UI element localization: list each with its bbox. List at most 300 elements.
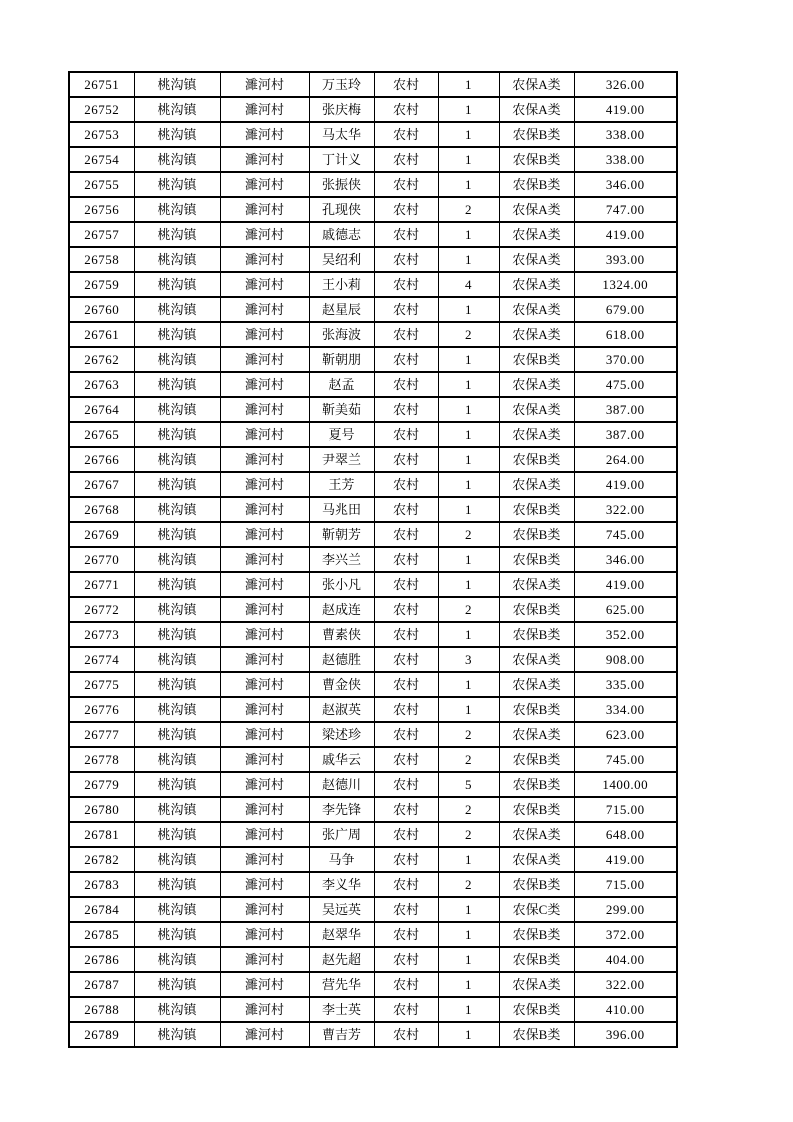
table-row <box>69 872 677 897</box>
cell-record-id: 26773 <box>69 622 134 647</box>
cell-record-id: 26756 <box>69 197 134 222</box>
table-row <box>69 97 677 122</box>
cell-record-id: 26774 <box>69 647 134 672</box>
table-row <box>69 1022 677 1047</box>
cell-insurance-category: 农保A类 <box>499 97 574 122</box>
cell-record-id: 26789 <box>69 1022 134 1047</box>
cell-insurance-category: 农保A类 <box>499 72 574 97</box>
cell-record-id: 26766 <box>69 447 134 472</box>
table-row <box>69 472 677 497</box>
cell-person-count: 3 <box>438 647 499 672</box>
cell-town: 桃沟镇 <box>134 1022 220 1047</box>
cell-village: 濉河村 <box>220 772 309 797</box>
cell-town: 桃沟镇 <box>134 547 220 572</box>
cell-town: 桃沟镇 <box>134 922 220 947</box>
cell-village: 濉河村 <box>220 397 309 422</box>
cell-person-count: 1 <box>438 122 499 147</box>
cell-insurance-category: 农保B类 <box>499 1022 574 1047</box>
cell-person-count: 2 <box>438 722 499 747</box>
cell-insurance-category: 农保C类 <box>499 897 574 922</box>
cell-town: 桃沟镇 <box>134 372 220 397</box>
cell-insurance-category: 农保A类 <box>499 272 574 297</box>
cell-town: 桃沟镇 <box>134 472 220 497</box>
table-row <box>69 147 677 172</box>
table-row <box>69 422 677 447</box>
table-row <box>69 247 677 272</box>
cell-amount: 419.00 <box>574 847 677 872</box>
cell-village: 濉河村 <box>220 847 309 872</box>
cell-town: 桃沟镇 <box>134 247 220 272</box>
cell-amount: 679.00 <box>574 297 677 322</box>
cell-village: 濉河村 <box>220 247 309 272</box>
cell-record-id: 26781 <box>69 822 134 847</box>
cell-person-count: 1 <box>438 622 499 647</box>
cell-residence-type: 农村 <box>374 372 438 397</box>
table-row <box>69 647 677 672</box>
cell-person-name: 张庆梅 <box>309 97 374 122</box>
cell-person-count: 1 <box>438 697 499 722</box>
cell-person-count: 4 <box>438 272 499 297</box>
cell-person-count: 1 <box>438 997 499 1022</box>
cell-insurance-category: 农保B类 <box>499 172 574 197</box>
cell-village: 濉河村 <box>220 647 309 672</box>
cell-town: 桃沟镇 <box>134 447 220 472</box>
cell-village: 濉河村 <box>220 522 309 547</box>
cell-residence-type: 农村 <box>374 72 438 97</box>
cell-insurance-category: 农保B类 <box>499 147 574 172</box>
cell-person-name: 吴远英 <box>309 897 374 922</box>
cell-village: 濉河村 <box>220 197 309 222</box>
cell-insurance-category: 农保B类 <box>499 872 574 897</box>
cell-residence-type: 农村 <box>374 697 438 722</box>
table-row <box>69 897 677 922</box>
cell-person-name: 丁计义 <box>309 147 374 172</box>
cell-person-count: 1 <box>438 897 499 922</box>
cell-amount: 404.00 <box>574 947 677 972</box>
cell-insurance-category: 农保A类 <box>499 572 574 597</box>
cell-record-id: 26783 <box>69 872 134 897</box>
table-row <box>69 172 677 197</box>
cell-village: 濉河村 <box>220 947 309 972</box>
table-row <box>69 972 677 997</box>
table-row <box>69 122 677 147</box>
cell-amount: 387.00 <box>574 422 677 447</box>
cell-record-id: 26765 <box>69 422 134 447</box>
cell-person-count: 1 <box>438 1022 499 1047</box>
cell-record-id: 26753 <box>69 122 134 147</box>
table-row <box>69 572 677 597</box>
cell-town: 桃沟镇 <box>134 797 220 822</box>
cell-amount: 625.00 <box>574 597 677 622</box>
cell-insurance-category: 农保B类 <box>499 922 574 947</box>
cell-amount: 338.00 <box>574 122 677 147</box>
cell-insurance-category: 农保A类 <box>499 672 574 697</box>
cell-amount: 623.00 <box>574 722 677 747</box>
cell-record-id: 26767 <box>69 472 134 497</box>
cell-insurance-category: 农保B类 <box>499 547 574 572</box>
table-row <box>69 947 677 972</box>
cell-amount: 338.00 <box>574 147 677 172</box>
cell-person-name: 赵淑英 <box>309 697 374 722</box>
cell-amount: 475.00 <box>574 372 677 397</box>
cell-person-name: 赵翠华 <box>309 922 374 947</box>
cell-record-id: 26785 <box>69 922 134 947</box>
table-row <box>69 597 677 622</box>
cell-person-count: 1 <box>438 172 499 197</box>
table-row <box>69 272 677 297</box>
cell-record-id: 26757 <box>69 222 134 247</box>
cell-amount: 396.00 <box>574 1022 677 1047</box>
table-row <box>69 322 677 347</box>
cell-amount: 264.00 <box>574 447 677 472</box>
cell-insurance-category: 农保B类 <box>499 447 574 472</box>
cell-insurance-category: 农保A类 <box>499 847 574 872</box>
cell-residence-type: 农村 <box>374 222 438 247</box>
cell-person-name: 曹素侠 <box>309 622 374 647</box>
cell-amount: 1324.00 <box>574 272 677 297</box>
cell-person-count: 2 <box>438 197 499 222</box>
cell-village: 濉河村 <box>220 372 309 397</box>
cell-residence-type: 农村 <box>374 197 438 222</box>
cell-town: 桃沟镇 <box>134 122 220 147</box>
cell-person-name: 吴绍利 <box>309 247 374 272</box>
cell-town: 桃沟镇 <box>134 897 220 922</box>
cell-insurance-category: 农保B类 <box>499 947 574 972</box>
cell-insurance-category: 农保B类 <box>499 747 574 772</box>
cell-insurance-category: 农保B类 <box>499 597 574 622</box>
cell-village: 濉河村 <box>220 822 309 847</box>
cell-insurance-category: 农保A类 <box>499 297 574 322</box>
cell-village: 濉河村 <box>220 897 309 922</box>
cell-person-name: 王芳 <box>309 472 374 497</box>
cell-record-id: 26761 <box>69 322 134 347</box>
cell-amount: 410.00 <box>574 997 677 1022</box>
cell-town: 桃沟镇 <box>134 422 220 447</box>
cell-record-id: 26751 <box>69 72 134 97</box>
cell-village: 濉河村 <box>220 622 309 647</box>
cell-residence-type: 农村 <box>374 172 438 197</box>
cell-insurance-category: 农保B类 <box>499 122 574 147</box>
cell-amount: 372.00 <box>574 922 677 947</box>
cell-insurance-category: 农保B类 <box>499 797 574 822</box>
cell-amount: 299.00 <box>574 897 677 922</box>
cell-village: 濉河村 <box>220 172 309 197</box>
cell-person-name: 靳朝芳 <box>309 522 374 547</box>
cell-residence-type: 农村 <box>374 622 438 647</box>
cell-village: 濉河村 <box>220 272 309 297</box>
cell-person-count: 2 <box>438 797 499 822</box>
cell-person-count: 1 <box>438 922 499 947</box>
cell-residence-type: 农村 <box>374 147 438 172</box>
table-row <box>69 547 677 572</box>
table-body <box>69 72 677 1047</box>
cell-person-name: 李兴兰 <box>309 547 374 572</box>
cell-record-id: 26760 <box>69 297 134 322</box>
cell-record-id: 26769 <box>69 522 134 547</box>
cell-residence-type: 农村 <box>374 872 438 897</box>
cell-person-count: 1 <box>438 72 499 97</box>
cell-residence-type: 农村 <box>374 97 438 122</box>
cell-amount: 326.00 <box>574 72 677 97</box>
cell-village: 濉河村 <box>220 922 309 947</box>
table-row <box>69 997 677 1022</box>
cell-person-name: 戚华云 <box>309 747 374 772</box>
table-row <box>69 622 677 647</box>
cell-residence-type: 农村 <box>374 497 438 522</box>
cell-village: 濉河村 <box>220 447 309 472</box>
cell-person-name: 孔现侠 <box>309 197 374 222</box>
cell-person-count: 1 <box>438 447 499 472</box>
cell-record-id: 26759 <box>69 272 134 297</box>
cell-residence-type: 农村 <box>374 447 438 472</box>
cell-village: 濉河村 <box>220 297 309 322</box>
cell-insurance-category: 农保A类 <box>499 372 574 397</box>
cell-person-count: 2 <box>438 322 499 347</box>
cell-person-name: 李士英 <box>309 997 374 1022</box>
cell-town: 桃沟镇 <box>134 747 220 772</box>
cell-village: 濉河村 <box>220 722 309 747</box>
cell-amount: 352.00 <box>574 622 677 647</box>
cell-amount: 419.00 <box>574 572 677 597</box>
cell-residence-type: 农村 <box>374 747 438 772</box>
cell-town: 桃沟镇 <box>134 272 220 297</box>
cell-village: 濉河村 <box>220 347 309 372</box>
cell-person-name: 赵成连 <box>309 597 374 622</box>
cell-record-id: 26758 <box>69 247 134 272</box>
cell-person-count: 2 <box>438 747 499 772</box>
cell-person-count: 1 <box>438 472 499 497</box>
table-row <box>69 847 677 872</box>
cell-residence-type: 农村 <box>374 822 438 847</box>
cell-town: 桃沟镇 <box>134 672 220 697</box>
cell-town: 桃沟镇 <box>134 722 220 747</box>
cell-record-id: 26754 <box>69 147 134 172</box>
cell-person-name: 李先锋 <box>309 797 374 822</box>
cell-insurance-category: 农保B类 <box>499 622 574 647</box>
cell-insurance-category: 农保A类 <box>499 722 574 747</box>
cell-residence-type: 农村 <box>374 847 438 872</box>
cell-amount: 715.00 <box>574 872 677 897</box>
cell-amount: 648.00 <box>574 822 677 847</box>
cell-amount: 419.00 <box>574 472 677 497</box>
cell-person-name: 赵德川 <box>309 772 374 797</box>
cell-town: 桃沟镇 <box>134 222 220 247</box>
cell-amount: 393.00 <box>574 247 677 272</box>
cell-record-id: 26764 <box>69 397 134 422</box>
cell-residence-type: 农村 <box>374 397 438 422</box>
cell-town: 桃沟镇 <box>134 97 220 122</box>
cell-insurance-category: 农保B类 <box>499 697 574 722</box>
cell-amount: 908.00 <box>574 647 677 672</box>
cell-record-id: 26779 <box>69 772 134 797</box>
cell-person-name: 马争 <box>309 847 374 872</box>
cell-residence-type: 农村 <box>374 672 438 697</box>
table-row <box>69 797 677 822</box>
table-row <box>69 222 677 247</box>
cell-village: 濉河村 <box>220 497 309 522</box>
cell-record-id: 26771 <box>69 572 134 597</box>
cell-amount: 715.00 <box>574 797 677 822</box>
cell-town: 桃沟镇 <box>134 872 220 897</box>
cell-town: 桃沟镇 <box>134 497 220 522</box>
cell-town: 桃沟镇 <box>134 147 220 172</box>
cell-residence-type: 农村 <box>374 722 438 747</box>
cell-village: 濉河村 <box>220 872 309 897</box>
table-row <box>69 697 677 722</box>
cell-person-count: 2 <box>438 822 499 847</box>
table-row <box>69 197 677 222</box>
cell-residence-type: 农村 <box>374 972 438 997</box>
cell-person-count: 1 <box>438 97 499 122</box>
cell-residence-type: 农村 <box>374 422 438 447</box>
cell-person-name: 张海波 <box>309 322 374 347</box>
cell-village: 濉河村 <box>220 97 309 122</box>
cell-village: 濉河村 <box>220 672 309 697</box>
cell-person-name: 尹翠兰 <box>309 447 374 472</box>
table-row <box>69 747 677 772</box>
cell-amount: 419.00 <box>574 222 677 247</box>
cell-town: 桃沟镇 <box>134 622 220 647</box>
cell-record-id: 26777 <box>69 722 134 747</box>
cell-person-count: 1 <box>438 972 499 997</box>
cell-person-name: 张小凡 <box>309 572 374 597</box>
cell-residence-type: 农村 <box>374 922 438 947</box>
cell-town: 桃沟镇 <box>134 822 220 847</box>
cell-town: 桃沟镇 <box>134 997 220 1022</box>
cell-record-id: 26787 <box>69 972 134 997</box>
cell-amount: 1400.00 <box>574 772 677 797</box>
cell-residence-type: 农村 <box>374 772 438 797</box>
table-row <box>69 822 677 847</box>
cell-residence-type: 农村 <box>374 272 438 297</box>
cell-village: 濉河村 <box>220 997 309 1022</box>
table-row <box>69 772 677 797</box>
cell-residence-type: 农村 <box>374 1022 438 1047</box>
table-row <box>69 722 677 747</box>
cell-person-count: 1 <box>438 497 499 522</box>
cell-town: 桃沟镇 <box>134 972 220 997</box>
cell-amount: 747.00 <box>574 197 677 222</box>
cell-person-name: 马太华 <box>309 122 374 147</box>
cell-record-id: 26775 <box>69 672 134 697</box>
cell-record-id: 26772 <box>69 597 134 622</box>
cell-person-name: 赵先超 <box>309 947 374 972</box>
benefit-roster-table <box>68 71 678 1048</box>
cell-village: 濉河村 <box>220 472 309 497</box>
cell-record-id: 26784 <box>69 897 134 922</box>
cell-town: 桃沟镇 <box>134 847 220 872</box>
cell-person-name: 赵孟 <box>309 372 374 397</box>
cell-residence-type: 农村 <box>374 947 438 972</box>
cell-town: 桃沟镇 <box>134 697 220 722</box>
cell-residence-type: 农村 <box>374 997 438 1022</box>
cell-record-id: 26778 <box>69 747 134 772</box>
cell-person-count: 1 <box>438 297 499 322</box>
cell-town: 桃沟镇 <box>134 322 220 347</box>
cell-record-id: 26776 <box>69 697 134 722</box>
cell-insurance-category: 农保B类 <box>499 347 574 372</box>
table-row <box>69 447 677 472</box>
cell-residence-type: 农村 <box>374 797 438 822</box>
cell-village: 濉河村 <box>220 322 309 347</box>
cell-insurance-category: 农保B类 <box>499 497 574 522</box>
table-row <box>69 497 677 522</box>
cell-village: 濉河村 <box>220 72 309 97</box>
cell-person-count: 1 <box>438 547 499 572</box>
cell-village: 濉河村 <box>220 972 309 997</box>
cell-person-name: 曹金侠 <box>309 672 374 697</box>
cell-amount: 334.00 <box>574 697 677 722</box>
cell-residence-type: 农村 <box>374 472 438 497</box>
cell-residence-type: 农村 <box>374 347 438 372</box>
cell-residence-type: 农村 <box>374 522 438 547</box>
cell-insurance-category: 农保A类 <box>499 647 574 672</box>
cell-town: 桃沟镇 <box>134 947 220 972</box>
cell-town: 桃沟镇 <box>134 772 220 797</box>
cell-village: 濉河村 <box>220 122 309 147</box>
cell-person-count: 1 <box>438 672 499 697</box>
cell-person-name: 曹吉芳 <box>309 1022 374 1047</box>
table-row <box>69 72 677 97</box>
cell-person-count: 2 <box>438 872 499 897</box>
table-row <box>69 347 677 372</box>
cell-village: 濉河村 <box>220 697 309 722</box>
cell-person-name: 张广周 <box>309 822 374 847</box>
cell-town: 桃沟镇 <box>134 197 220 222</box>
cell-insurance-category: 农保A类 <box>499 422 574 447</box>
cell-town: 桃沟镇 <box>134 647 220 672</box>
cell-record-id: 26770 <box>69 547 134 572</box>
cell-person-name: 赵星辰 <box>309 297 374 322</box>
cell-town: 桃沟镇 <box>134 72 220 97</box>
cell-amount: 322.00 <box>574 972 677 997</box>
cell-village: 濉河村 <box>220 1022 309 1047</box>
cell-amount: 335.00 <box>574 672 677 697</box>
cell-person-count: 1 <box>438 397 499 422</box>
cell-insurance-category: 农保A类 <box>499 472 574 497</box>
cell-village: 濉河村 <box>220 147 309 172</box>
cell-residence-type: 农村 <box>374 122 438 147</box>
cell-village: 濉河村 <box>220 597 309 622</box>
cell-town: 桃沟镇 <box>134 347 220 372</box>
cell-residence-type: 农村 <box>374 572 438 597</box>
cell-insurance-category: 农保A类 <box>499 197 574 222</box>
cell-person-count: 1 <box>438 247 499 272</box>
cell-residence-type: 农村 <box>374 597 438 622</box>
cell-insurance-category: 农保A类 <box>499 397 574 422</box>
cell-person-name: 王小莉 <box>309 272 374 297</box>
cell-residence-type: 农村 <box>374 547 438 572</box>
cell-amount: 370.00 <box>574 347 677 372</box>
cell-insurance-category: 农保A类 <box>499 222 574 247</box>
cell-town: 桃沟镇 <box>134 522 220 547</box>
cell-residence-type: 农村 <box>374 647 438 672</box>
cell-amount: 618.00 <box>574 322 677 347</box>
cell-person-name: 戚德志 <box>309 222 374 247</box>
cell-person-name: 李义华 <box>309 872 374 897</box>
cell-record-id: 26780 <box>69 797 134 822</box>
table-row <box>69 522 677 547</box>
cell-person-count: 2 <box>438 597 499 622</box>
cell-person-count: 1 <box>438 372 499 397</box>
cell-person-name: 张振侠 <box>309 172 374 197</box>
cell-person-name: 靳美茹 <box>309 397 374 422</box>
cell-record-id: 26786 <box>69 947 134 972</box>
cell-insurance-category: 农保A类 <box>499 247 574 272</box>
cell-insurance-category: 农保B类 <box>499 997 574 1022</box>
cell-record-id: 26788 <box>69 997 134 1022</box>
cell-person-name: 马兆田 <box>309 497 374 522</box>
